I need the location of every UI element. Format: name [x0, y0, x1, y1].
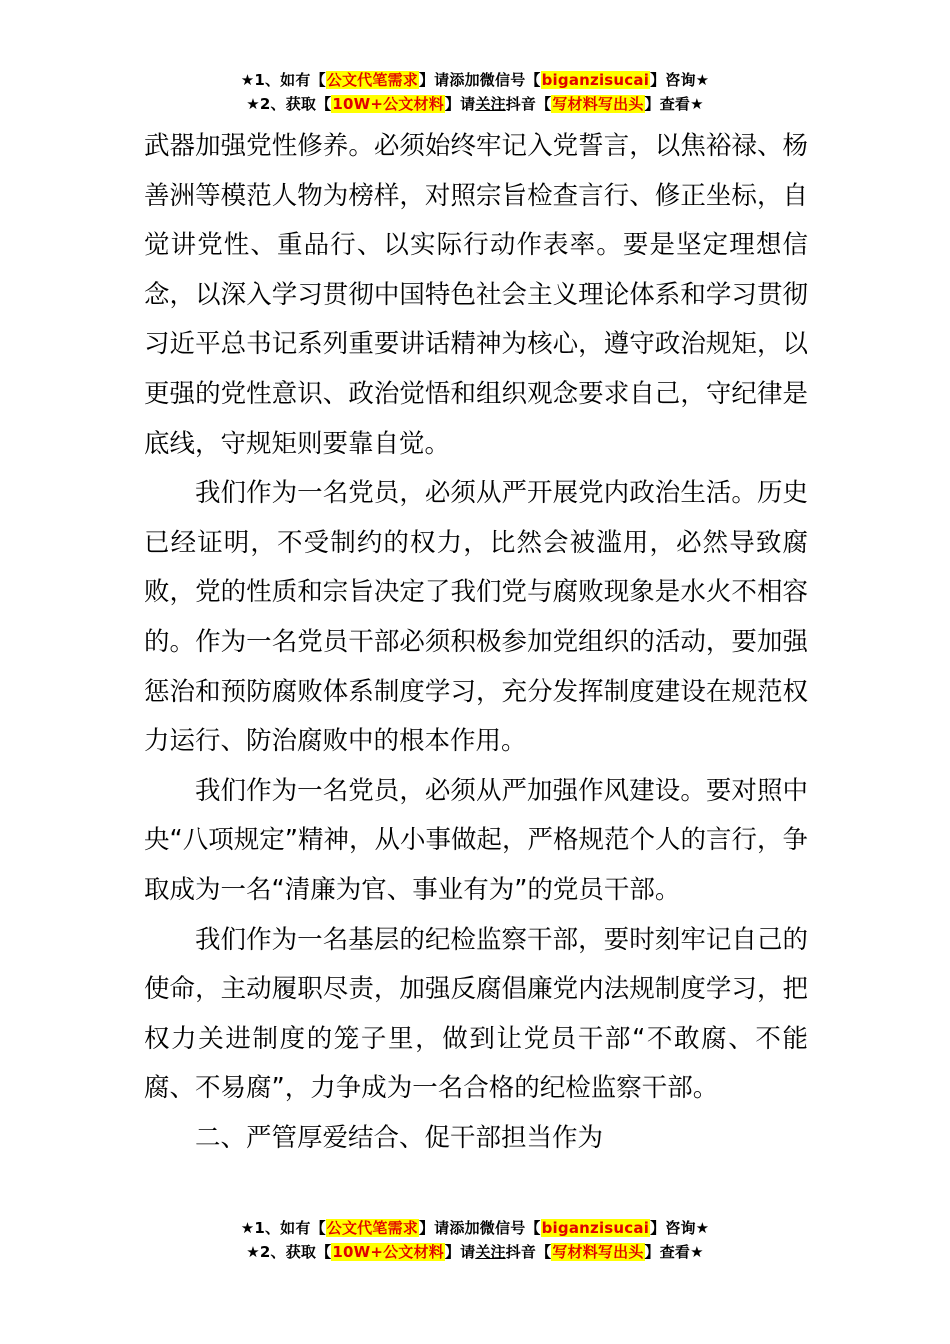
highlight-douyin-account: 写材料写出头	[552, 95, 644, 113]
paragraph-4: 我们作为一名基层的纪检监察干部，要时刻牢记自己的使命，主动履职尽责，加强反腐倡廉党内法规制度学习，把权力关进制度的笼子里，做到让党员干部“不敢腐、不能腐、不易腐”，力争成为一名合格的纪检监察干部。	[144, 924, 808, 1104]
highlight-materials: 10W+公文材料	[332, 1243, 444, 1261]
banner-line-2: ★2、获取【10W+公文材料】请关注抖音【写材料写出头】查看★	[246, 95, 704, 113]
highlight-wechat-id: biganzisucai	[541, 71, 650, 89]
highlight-materials: 10W+公文材料	[332, 95, 444, 113]
paragraph-1: 武器加强党性修养。必须始终牢记入党誓言，以焦裕禄、杨善洲等模范人物为榜样，对照宗旨检查言行、修正坐标，自觉讲党性、重品行、以实际行动作表率。要是坚定理想信念，以深入学习贯彻中国特色社会主义理论体系和学习贯彻习近平总书记系列重要讲话精神为核心，遵守政治规矩，以更强的党性意识、政治觉悟和组织观念要求自己，守纪律是底线，守规矩则要靠自觉。	[144, 131, 808, 459]
section-heading: 二、严管厚爱结合、促干部担当作为	[195, 1122, 604, 1153]
highlight-douyin-account: 写材料写出头	[552, 1243, 644, 1261]
highlight-wechat-id: biganzisucai	[541, 1219, 650, 1237]
top-banner	[0, 68, 950, 116]
bottom-banner	[0, 1216, 950, 1264]
paragraph-3: 我们作为一名党员，必须从严加强作风建设。要对照中央“八项规定”精神，从小事做起，严格规范个人的言行，争取成为一名“清廉为官、事业有为”的党员干部。	[144, 775, 808, 905]
banner-line-1: ★1、如有【公文代笔需求】请添加微信号【biganzisucai】咨询★	[240, 1219, 710, 1237]
document-body	[144, 122, 808, 1163]
highlight-service: 公文代笔需求	[326, 1219, 418, 1237]
banner-line-1: ★1、如有【公文代笔需求】请添加微信号【biganzisucai】咨询★	[240, 71, 710, 89]
highlight-service: 公文代笔需求	[326, 71, 418, 89]
banner-line-2: ★2、获取【10W+公文材料】请关注抖音【写材料写出头】查看★	[246, 1243, 704, 1261]
paragraph-2: 我们作为一名党员，必须从严开展党内政治生活。历史已经证明，不受制约的权力，比然会被滥用，必然导致腐败，党的性质和宗旨决定了我们党与腐败现象是水火不相容的。作为一名党员干部必须积极参加党组织的活动，要加强惩治和预防腐败体系制度学习，充分发挥制度建设在规范权力运行、防治腐败中的根本作用。	[144, 478, 808, 757]
